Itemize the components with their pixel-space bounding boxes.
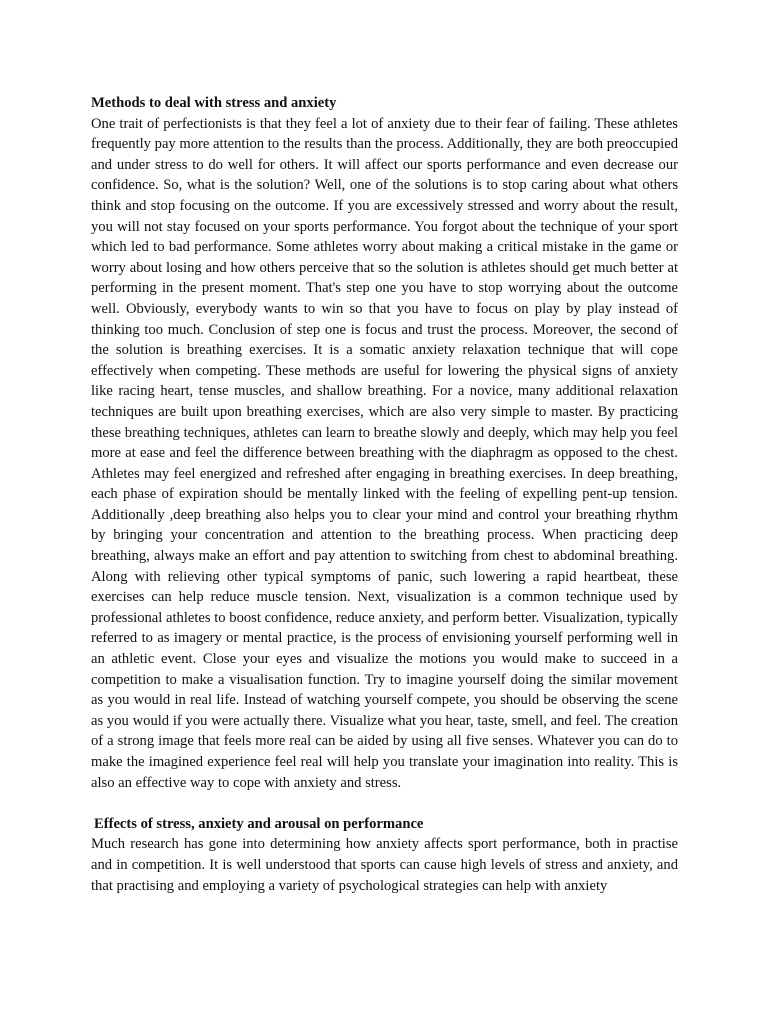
document-page (91, 93, 678, 896)
section-heading-effects: Effects of stress, anxiety and arousal on performance (94, 815, 424, 832)
section-body-effects: Much research has gone into determining how anxiety affects sport performance, both in practise and in competition. It is well understood that sports can cause high levels of stress and anxiety, and that practising and employing a variety of psychological strategies can help with anxiety (91, 836, 678, 894)
section-heading-methods: Methods to deal with stress and anxiety (91, 95, 337, 111)
section-body-methods: One trait of perfectionists is that they feel a lot of anxiety due to their fear of failing. These athletes frequently pay more attention to the results than the process. Additionally, they are both preoccupied and under stress to do well for others. It will affect our sports performance and even decrease our confidence. So, what is the solution? Well, one of the solutions is to stop caring about what others think and stop focusing on the outcome. If you are excessively stressed and worry about the result, you will not stay focused on your sports performance. You forgot about the technique of your sport which led to bad performance. Some athletes worry about making a critical mistake in the game or worry about losing and how others perceive that so the solution is athletes should get much better at performing in the present moment. That's step one you have to stop worrying about the outcome well. Obviously, everybody wants to win so that you have to focus on play by play instead of thinking too much. Conclusion of step one is focus and trust the process. Moreover, the second of the solution is breathing exercises. It is a somatic anxiety relaxation technique that will cope effectively when competing. These methods are useful for lowering the physical signs of anxiety like racing heart, tense muscles, and shallow breathing. For a novice, many additional relaxation techniques are built upon breathing exercises, which are also very simple to master. By practicing these breathing techniques, athletes can learn to breathe slowly and deeply, which may help you feel more at ease and feel the difference between breathing with the diaphragm as opposed to the chest. Athletes may feel energized and refreshed after engaging in breathing exercises. In deep breathing, each phase of expiration should be mentally linked with the feeling of expelling pent-up tension. Additionally ,deep breathing also helps you to clear your mind and control your breathing rhythm by bringing your concentration and attention to the breathing process. When practicing deep breathing, always make an effort and pay attention to switching from chest to abdominal breathing. Along with relieving other typical symptoms of panic, such lowering a rapid heartbeat, these exercises can help reduce muscle tension. Next, visualization is a common technique used by professional athletes to boost confidence, reduce anxiety, and perform better. Visualization, typically referred to as imagery or mental practice, is the process of envisioning yourself performing well in an athletic event. Close your eyes and visualize the motions you would make to succeed in a competition to make a visualisation function. Try to imagine yourself doing the similar movement as you would in real life. Instead of watching yourself compete, you should be observing the scene as you would if you were actually there. Visualize what you hear, taste, smell, and feel. The creation of a strong image that feels more real can be aided by using all five senses. Whatever you can do to make the imagined experience feel real will help you translate your imagination into reality. This is also an effective way to cope with anxiety and stress. (91, 115, 678, 791)
paragraph-gap (91, 793, 678, 814)
